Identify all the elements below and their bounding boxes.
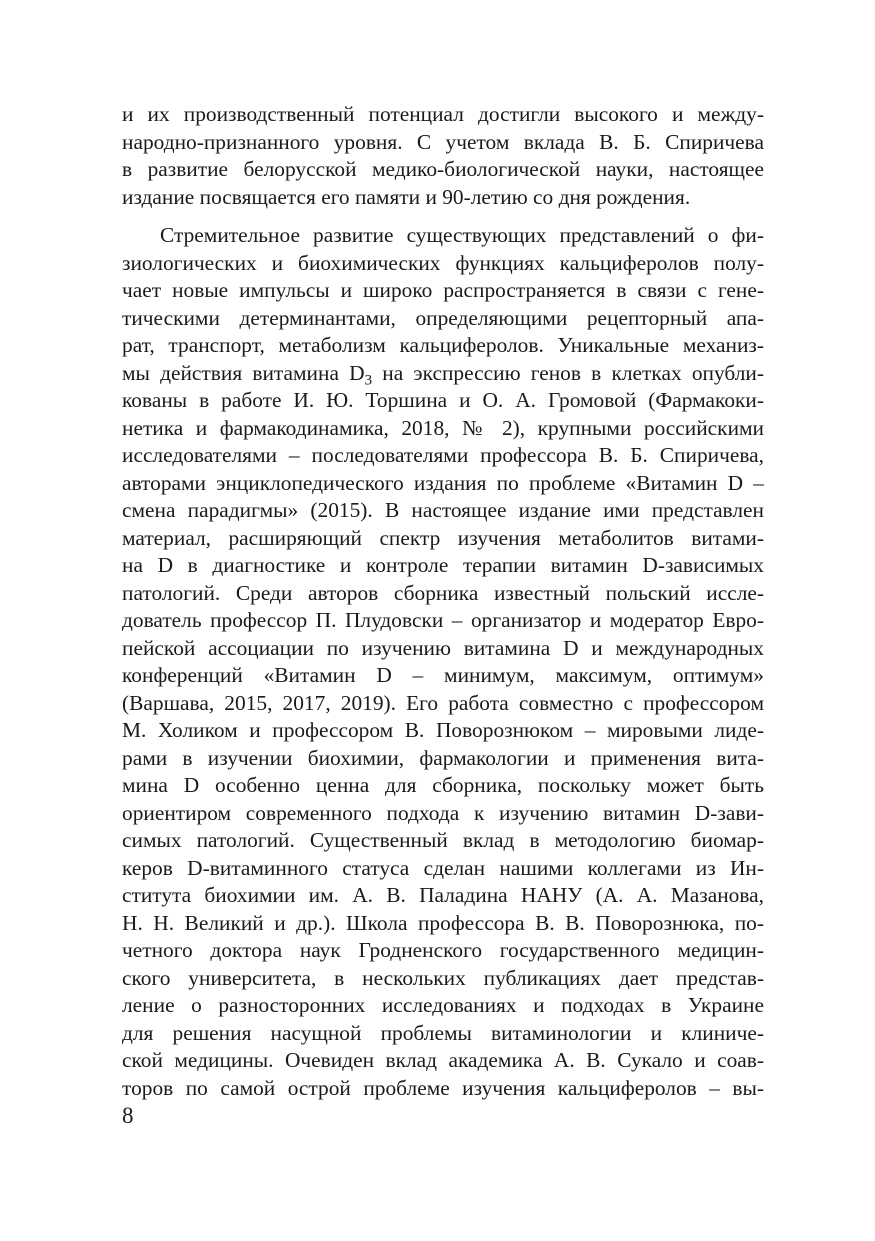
body-text — [122, 101, 764, 1102]
text-line: на D в диагностике и контроле терапии витамин D-зависимых — [122, 553, 764, 577]
text-line: конференций «Витамин D – минимум, максимум, оптимум» — [122, 663, 764, 687]
text-line: пейской ассоциации по изучению витамина D и международных — [122, 635, 764, 660]
text-line: дователь профессор П. Плудовски – организатор и модератор Евро- — [122, 608, 764, 632]
text-line: тическими детерминантами, определяющими рецепторный апа- — [122, 305, 764, 330]
text-line: ориентиром современного подхода к изучению витамин D-зави- — [122, 800, 764, 825]
text-line: Н. Н. Великий и др.). Школа профессора В. В. Поворознюка, по- — [122, 910, 764, 935]
text-line: смена парадигмы» (2015). В настоящее издание ими представлен — [122, 498, 764, 522]
text-line: керов D-витаминного статуса сделан нашими коллегами из Ин- — [122, 855, 764, 880]
text-line: зиологических и биохимических функциях кальциферолов полу- — [122, 250, 764, 275]
text-line: (Варшава, 2015, 2017, 2019). Его работа совместно с профессором — [122, 690, 764, 715]
text-line: нетика и фармакодинамика, 2018, № 2), крупными российскими — [122, 415, 764, 440]
text-line: исследователями – последователями профессора В. Б. Спиричева, — [122, 443, 764, 467]
text-line: кованы в работе И. Ю. Торшина и О. А. Громовой (Фармакоки- — [122, 388, 764, 412]
text-line: М. Холиком и профессором В. Поворознюком – мировыми лиде- — [122, 718, 764, 742]
paragraph-gap — [122, 211, 764, 222]
text-segment: на экспрессию генов в клетках опубли- — [372, 360, 764, 385]
text-line: народно-признанного уровня. С учетом вклада В. Б. Спиричева — [122, 129, 764, 154]
paragraph — [122, 222, 764, 1102]
text-segment: мы действия витамина D — [122, 360, 365, 385]
text-line: симых патологий. Существенный вклад в методологию биомар- — [122, 828, 764, 852]
text-line: рами в изучении биохимии, фармакологии и применения вита- — [122, 745, 764, 770]
text-line: для решения насущной проблемы витаминологии и клиниче- — [122, 1020, 764, 1045]
text-line: в развитие белорусской медико-биологической науки, настоящее — [122, 157, 764, 181]
text-line: мина D особенно ценна для сборника, поскольку может быть — [122, 773, 764, 797]
text-line: четного доктора наук Гродненского государственного медицин- — [122, 938, 764, 962]
text-line: рат, транспорт, метаболизм кальциферолов. Уникальные механиз- — [122, 333, 764, 357]
text-line: торов по самой острой проблеме изучения кальциферолов – вы- — [122, 1075, 764, 1100]
text-line: издание посвящается его памяти и 90-летию со дня рождения. — [122, 184, 691, 209]
text-line: ской медицины. Очевиден вклад академика А. В. Сукало и соав- — [122, 1048, 764, 1072]
subscript: 3 — [364, 371, 373, 388]
text-line: чает новые импульсы и широко распространяется в связи с гене- — [122, 278, 764, 302]
text-line: материал, расширяющий спектр изучения метаболитов витами- — [122, 525, 764, 550]
page-number: 8 — [122, 1103, 134, 1128]
text-line: и их производственный потенциал достигли высокого и между- — [122, 102, 764, 126]
text-line-with-subscript — [122, 360, 764, 388]
text-line: патологий. Среди авторов сборника известный польский иссле- — [122, 580, 764, 605]
paragraph — [122, 101, 764, 211]
text-line: авторами энциклопедического издания по проблеме «Витамин D – — [122, 470, 764, 495]
text-line: ского университета, в нескольких публикациях дает представ- — [122, 965, 764, 990]
text-line: ститута биохимии им. А. В. Паладина НАНУ (А. А. Мазанова, — [122, 883, 764, 907]
text-line: Стремительное развитие существующих представлений о фи- — [160, 223, 764, 247]
text-line: ление о разносторонних исследованиях и подходах в Украине — [122, 993, 764, 1017]
